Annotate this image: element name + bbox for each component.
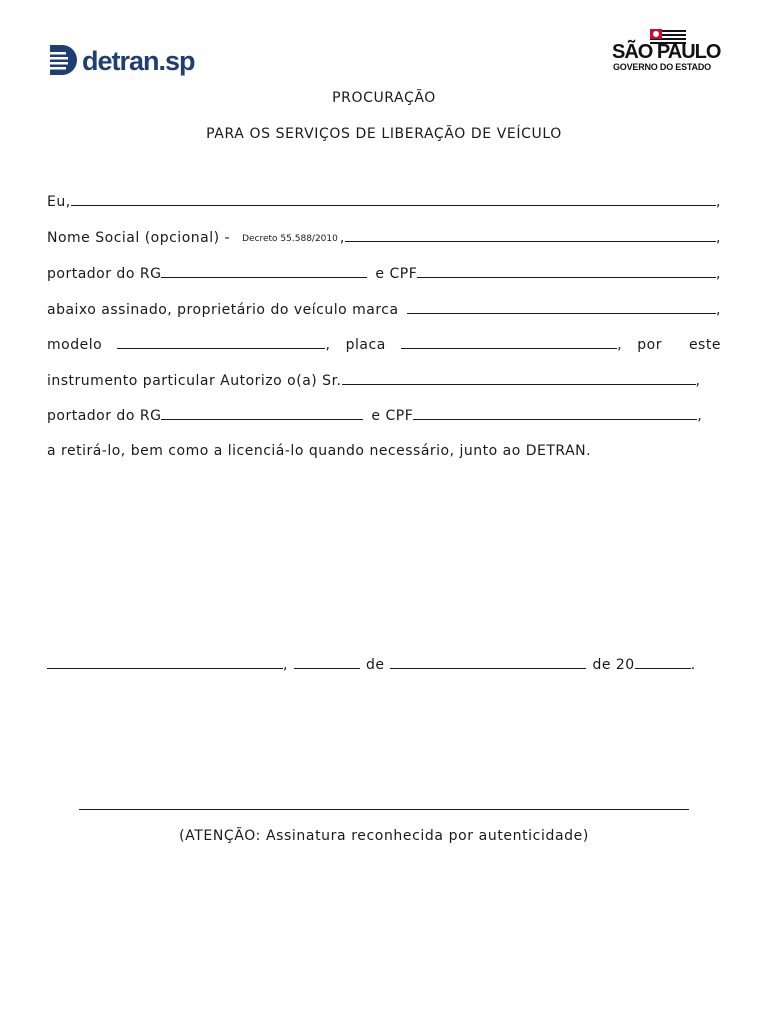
decreto-note: Decreto 55.588/2010	[242, 234, 338, 244]
line-eu	[47, 188, 721, 210]
line-retira	[47, 437, 721, 459]
comma: ,	[716, 194, 721, 210]
period: .	[690, 657, 696, 673]
sao-paulo-logo-subtitle: GOVERNO DO ESTADO	[613, 62, 711, 72]
attention-note: (ATENÇÃO: Assinatura reconhecida por autenticidade)	[179, 828, 589, 844]
placa-group	[401, 337, 622, 353]
year-field[interactable]	[635, 667, 691, 669]
comma: ,	[695, 373, 701, 389]
cpf-label: e CPF	[375, 266, 418, 282]
comma: ,	[617, 337, 623, 353]
day-field[interactable]	[294, 667, 360, 669]
autorizado-field[interactable]	[342, 383, 696, 385]
detran-emblem-icon	[46, 43, 80, 77]
detran-sp-logo	[46, 40, 196, 80]
modelo-group	[117, 337, 330, 353]
instrumento-label: instrumento particular Autorizo o(a) Sr.	[47, 373, 342, 389]
por-este-label: por este	[637, 337, 721, 353]
de-20-label: de 20	[592, 657, 635, 673]
retira-text: a retirá-lo, bem como a licenciá-lo quando necessário, junto ao DETRAN.	[47, 443, 592, 459]
rg-field[interactable]	[161, 276, 367, 278]
cpf-label-2: e CPF	[371, 408, 414, 424]
line-portador-rg-2	[47, 402, 721, 424]
document-subtitle: PARA OS SERVIÇOS DE LIBERAÇÃO DE VEÍCULO	[206, 126, 562, 142]
comma: ,	[283, 657, 288, 673]
comma: ,	[325, 337, 331, 353]
modelo-field[interactable]	[117, 347, 325, 349]
line-proprietario	[47, 296, 721, 318]
de-label: de	[365, 657, 385, 673]
document-title: PROCURAÇÃO	[332, 90, 436, 106]
line-portador-rg	[47, 260, 721, 282]
comma: ,	[339, 230, 345, 246]
city-field[interactable]	[47, 667, 283, 669]
detran-logo-text: detran.sp	[82, 46, 195, 76]
comma: ,	[716, 266, 721, 282]
sao-paulo-logo	[608, 32, 720, 76]
cpf-field[interactable]	[417, 276, 716, 278]
line-instrumento	[47, 367, 721, 389]
marca-field[interactable]	[407, 312, 716, 314]
proprietario-label: abaixo assinado, proprietário do veículo marca	[47, 302, 399, 318]
placa-label: placa	[345, 337, 386, 353]
rg-field-2[interactable]	[161, 418, 363, 420]
nome-social-label: Nome Social (opcional) -	[47, 230, 231, 246]
placa-field[interactable]	[401, 347, 617, 349]
line-modelo	[47, 331, 721, 353]
month-field[interactable]	[390, 667, 586, 669]
signature-line[interactable]	[79, 808, 689, 810]
name-field[interactable]	[71, 204, 716, 206]
cpf-field-2[interactable]	[413, 418, 697, 420]
sao-paulo-logo-title: SÃO PAULO	[612, 41, 721, 63]
modelo-label: modelo	[47, 337, 103, 353]
line-nome-social	[47, 224, 721, 246]
comma: ,	[697, 408, 703, 424]
comma: ,	[716, 230, 721, 246]
portador-rg-label-2: portador do RG	[47, 408, 162, 424]
date-line	[47, 651, 721, 673]
comma: ,	[716, 302, 721, 318]
nome-social-field[interactable]	[345, 240, 716, 242]
portador-rg-label: portador do RG	[47, 266, 162, 282]
eu-label: Eu,	[47, 194, 71, 210]
